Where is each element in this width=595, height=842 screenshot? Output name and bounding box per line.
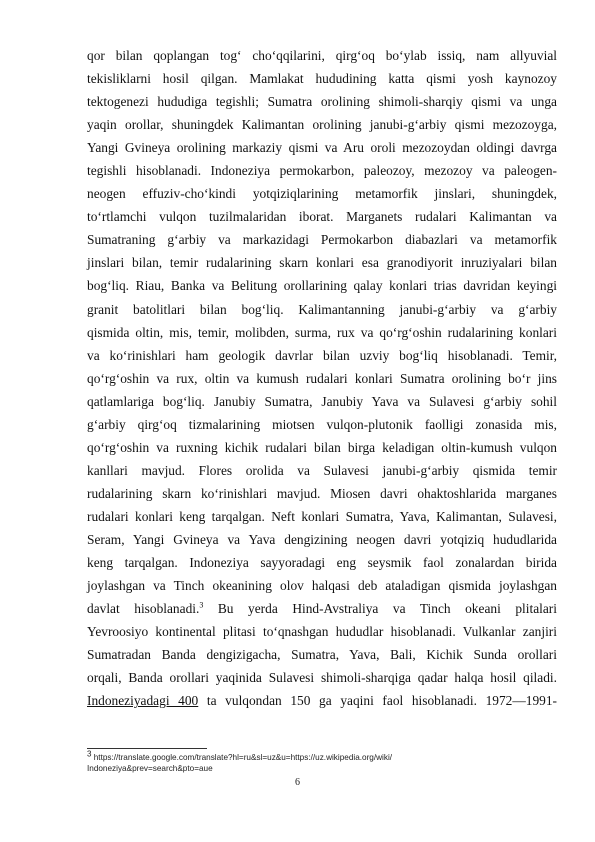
- text-line: jinslari bilan, temir rudalarining skarn konlari esa granodiyorit inruziyalari bilan: [87, 255, 557, 271]
- text-line: g‘arbiy qirg‘oq tizmalarining miotsen vulqon-plutonik faolligi zonasida mis,: [87, 416, 557, 432]
- footnote-number: 3: [87, 749, 92, 759]
- text-line: qo‘rg‘oshin va rux, oltin va kumush rudalari konlari Sumatra orolining bo‘r jins: [87, 370, 557, 386]
- text-line: rudalarining skarn ko‘rinishlari mavjud. Miosen davri ohaktoshlarida marganes: [87, 485, 557, 501]
- text-line: kanllari mavjud. Flores orolida va Sulavesi janubi-g‘arbiy qismida temir: [87, 462, 557, 478]
- text-line-last: [87, 689, 557, 712]
- text-line: Yevroosiyo kontinental plitasi to‘qnashgan hududlar hisoblanadi. Vulkanlar zanjiri: [87, 624, 557, 640]
- text-line: orqali, Banda orollari yaqinida Sulavesi shimoli-sharqiga qadar halqa hosil qiladi.: [87, 670, 557, 686]
- text-line: va ko‘rinishlari ham geologik davrlar bilan uzviy bog‘liq hisoblanadi. Temir,: [87, 347, 557, 363]
- text-line: Sumatradan Banda dengizigacha, Sumatra, Yava, Bali, Kichik Sunda orollari: [87, 647, 557, 663]
- text-line-with-footnote-ref: [87, 597, 557, 620]
- text-line: qatlamlariga bog‘liq. Janubiy Sumatra, Janubiy Yava va Sulavesi g‘arbiy sohil: [87, 393, 557, 409]
- text-line: Yangi Gvineya orolining markaziy qismi va Aru oroli mezozoydan oldingi davrga: [87, 140, 557, 156]
- text-line: neogen effuziv-cho‘kindi yotqiziqlarining metamorfik jinslari, shuningdek,: [87, 186, 557, 202]
- text-segment: ta vulqondan 150 ga yaqini faol hisoblanadi. 1972—1991-: [198, 693, 557, 709]
- text-line: joylashgan va Tinch okeanining olov halqasi deb ataladigan qismida joylashgan: [87, 578, 557, 594]
- footnote-reference[interactable]: 3: [199, 600, 204, 610]
- text-line: rudalari konlari keng tarqalgan. Neft konlari Sumatra, Yava, Kalimantan, Sulavesi,: [87, 508, 557, 524]
- text-line: Sumatraning g‘arbiy va markazidagi Permokarbon diabazlari va metamorfik: [87, 232, 557, 248]
- text-line: qo‘rg‘oshin va ruxning kichik rudalari bilan birga keladigan oltin-kumush vulqon: [87, 439, 557, 455]
- text-line: Seram, Yangi Gvineya va Yava dengizining neogen davri yotqiziq hududlarida: [87, 531, 557, 547]
- underlined-text: Indoneziyadagi 400: [87, 693, 199, 709]
- footnote-url[interactable]: https://translate.google.com/translate?hl=ru&sl=uz&u=https://uz.wikipedia.org/wiki/: [93, 753, 393, 762]
- paragraph: [87, 44, 557, 712]
- footnote-line[interactable]: [87, 749, 557, 763]
- footnote-url-continuation[interactable]: Indoneziya&prev=search&pto=aue: [87, 764, 213, 773]
- text-line: granit batolitlari bilan bog‘liq. Kalimantanning janubi-g‘arbiy va g‘arbiy: [87, 301, 557, 317]
- document-body: [87, 44, 557, 712]
- text-line: yaqin orollar, shuningdek Kalimantan orolining janubi-g‘arbiy qismi mezozoyga,: [87, 117, 557, 133]
- text-line: tektogenezi hududiga tegishli; Sumatra orolining shimoli-sharqiy qismi va unga: [87, 94, 557, 110]
- text-line: keng tarqalgan. Indoneziya sayyoradagi eng seysmik faol zonalardan birida: [87, 555, 557, 571]
- text-line: tekisliklarni hosil qilgan. Mamlakat hududining katta qismi yosh kaynozoy: [87, 71, 557, 87]
- text-line: to‘rtlamchi vulqon tuzilmalaridan iborat. Marganets rudalari Kalimantan va: [87, 209, 557, 225]
- text-segment: Bu yerda Hind-Avstraliya va Tinch okeani plitalari: [203, 601, 557, 617]
- text-line: tegishli hisoblanadi. Indoneziya permokarbon, paleozoy, mezozoy va paleogen-: [87, 163, 557, 179]
- footnote-divider: [87, 748, 207, 749]
- page-number: 6: [295, 777, 300, 788]
- footnote: [87, 749, 557, 774]
- text-line: qismida oltin, mis, temir, molibden, surma, rux va qo‘rg‘oshin rudalarining konlari: [87, 324, 557, 340]
- text-segment: davlat hisoblanadi.: [87, 601, 200, 617]
- text-line: qor bilan qoplangan tog‘ cho‘qqilarini, qirg‘oq bo‘ylab issiq, nam allyuvial: [87, 48, 557, 63]
- text-line: bog‘liq. Riau, Banka va Belitung orollarining qalay konlari trias davridan keyingi: [87, 278, 557, 294]
